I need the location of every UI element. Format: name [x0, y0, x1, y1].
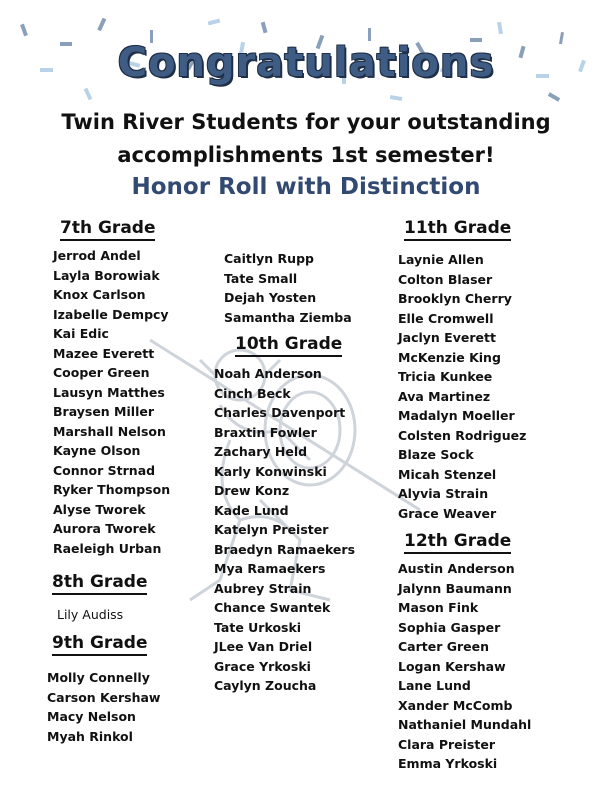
list-item: Ryker Thompson — [53, 482, 171, 497]
list-item: Laynie Allen — [398, 252, 484, 267]
list-item: Clara Preister — [398, 736, 495, 752]
list-item: Grace Weaver — [398, 505, 497, 521]
grade-8-list — [57, 605, 123, 625]
list-item: Aurora Tworek — [53, 521, 156, 536]
list-item: Mason Fink — [398, 600, 479, 615]
list-item: Nathaniel Mundahl — [398, 717, 532, 732]
list-item: Mya Ramaekers — [214, 561, 326, 576]
grade-7-section — [60, 218, 155, 241]
grade-12-section — [404, 531, 511, 554]
list-item: Katelyn Preister — [214, 522, 329, 537]
list-item: Braedyn Ramaekers — [214, 541, 356, 557]
list-item: Myah Rinkol — [47, 728, 133, 744]
grade-9-list — [47, 668, 160, 746]
list-item: Noah Anderson — [214, 366, 322, 381]
honor-roll-title: Honor Roll with Distinction — [131, 174, 481, 200]
list-item: Sophia Gasper — [398, 619, 501, 635]
list-item: Logan Kershaw — [398, 658, 506, 674]
grade-12-list — [398, 559, 531, 774]
page-title: Congratulations — [117, 40, 495, 86]
list-item: Grace Yrkoski — [214, 658, 311, 674]
list-item: Macy Nelson — [47, 709, 136, 724]
list-item: Drew Konz — [214, 483, 290, 498]
grade-8-heading: 8th Grade — [52, 572, 147, 595]
list-item: Colsten Rodriguez — [398, 427, 527, 443]
list-item: Layla Borowiak — [53, 267, 160, 283]
list-item: Ava Martinez — [398, 388, 491, 404]
list-item: Lausyn Matthes — [53, 384, 165, 400]
list-item: Austin Anderson — [398, 561, 515, 576]
list-item: Kade Lund — [214, 502, 289, 518]
list-item: Raeleigh Urban — [53, 540, 162, 556]
list-item: Tricia Kunkee — [398, 369, 493, 384]
grade-11-list — [398, 250, 526, 523]
subtitle-line-1: Twin River Students for your outstanding — [61, 110, 551, 134]
grade-8-section — [52, 572, 147, 595]
grade-11-heading: 11th Grade — [404, 218, 511, 241]
list-item: Kayne Olson — [53, 443, 141, 458]
grade-12-heading: 12th Grade — [404, 531, 511, 554]
grade-10-section — [235, 334, 342, 357]
list-item: Karly Konwinski — [214, 463, 327, 479]
list-item: Alyvia Strain — [398, 486, 489, 501]
list-item: Mazee Everett — [53, 345, 155, 361]
list-item: Caylyn Zoucha — [214, 678, 317, 693]
list-item: McKenzie King — [398, 349, 501, 365]
column-2-top-list — [224, 249, 352, 327]
subtitle-line-2: accomplishments 1st semester! — [117, 143, 495, 167]
grade-10-heading: 10th Grade — [235, 334, 342, 357]
list-item: Aubrey Strain — [214, 580, 312, 596]
list-item: Cooper Green — [53, 365, 150, 380]
list-item: Chance Swantek — [214, 600, 331, 615]
list-item: Marshall Nelson — [53, 423, 166, 439]
list-item: Tate Small — [224, 270, 298, 286]
list-item: Cinch Beck — [214, 385, 291, 401]
list-item: Samantha Ziemba — [224, 309, 352, 325]
list-item: Carson Kershaw — [47, 689, 161, 705]
list-item: Caitlyn Rupp — [224, 251, 314, 266]
list-item: Braxtin Fowler — [214, 424, 317, 440]
list-item: Micah Stenzel — [398, 466, 497, 482]
list-item: Elle Cromwell — [398, 310, 494, 326]
list-item: Knox Carlson — [53, 287, 146, 302]
list-item: Emma Yrkoski — [398, 756, 498, 771]
list-item: JLee Van Driel — [214, 639, 313, 654]
list-item: Colton Blaser — [398, 271, 493, 287]
grade-10-list — [214, 364, 355, 696]
list-item: Lily Audiss — [57, 607, 124, 622]
grade-9-section — [52, 633, 147, 656]
list-item: Dejah Yosten — [224, 290, 317, 305]
grade-9-heading: 9th Grade — [52, 633, 147, 656]
list-item: Izabelle Dempcy — [53, 306, 169, 322]
list-item: Braysen Miller — [53, 404, 154, 419]
list-item: Jaclyn Everett — [398, 330, 496, 345]
list-item: Alyse Tworek — [53, 501, 146, 517]
list-item: Tate Urkoski — [214, 619, 302, 635]
list-item: Brooklyn Cherry — [398, 291, 512, 306]
list-item: Xander McComb — [398, 697, 513, 713]
list-item: Madalyn Moeller — [398, 408, 515, 423]
list-item: Charles Davenport — [214, 405, 346, 420]
list-item: Kai Edic — [53, 326, 109, 341]
list-item: Lane Lund — [398, 678, 471, 693]
grade-11-section — [404, 218, 511, 241]
grade-7-heading: 7th Grade — [60, 218, 155, 241]
list-item: Carter Green — [398, 639, 490, 654]
list-item: Molly Connelly — [47, 670, 150, 685]
list-item: Jalynn Baumann — [398, 580, 512, 596]
list-item: Zachary Held — [214, 444, 308, 459]
list-item: Connor Strnad — [53, 462, 156, 478]
list-item: Blaze Sock — [398, 447, 474, 462]
grade-7-list — [53, 246, 170, 558]
list-item: Jerrod Andel — [53, 248, 141, 263]
